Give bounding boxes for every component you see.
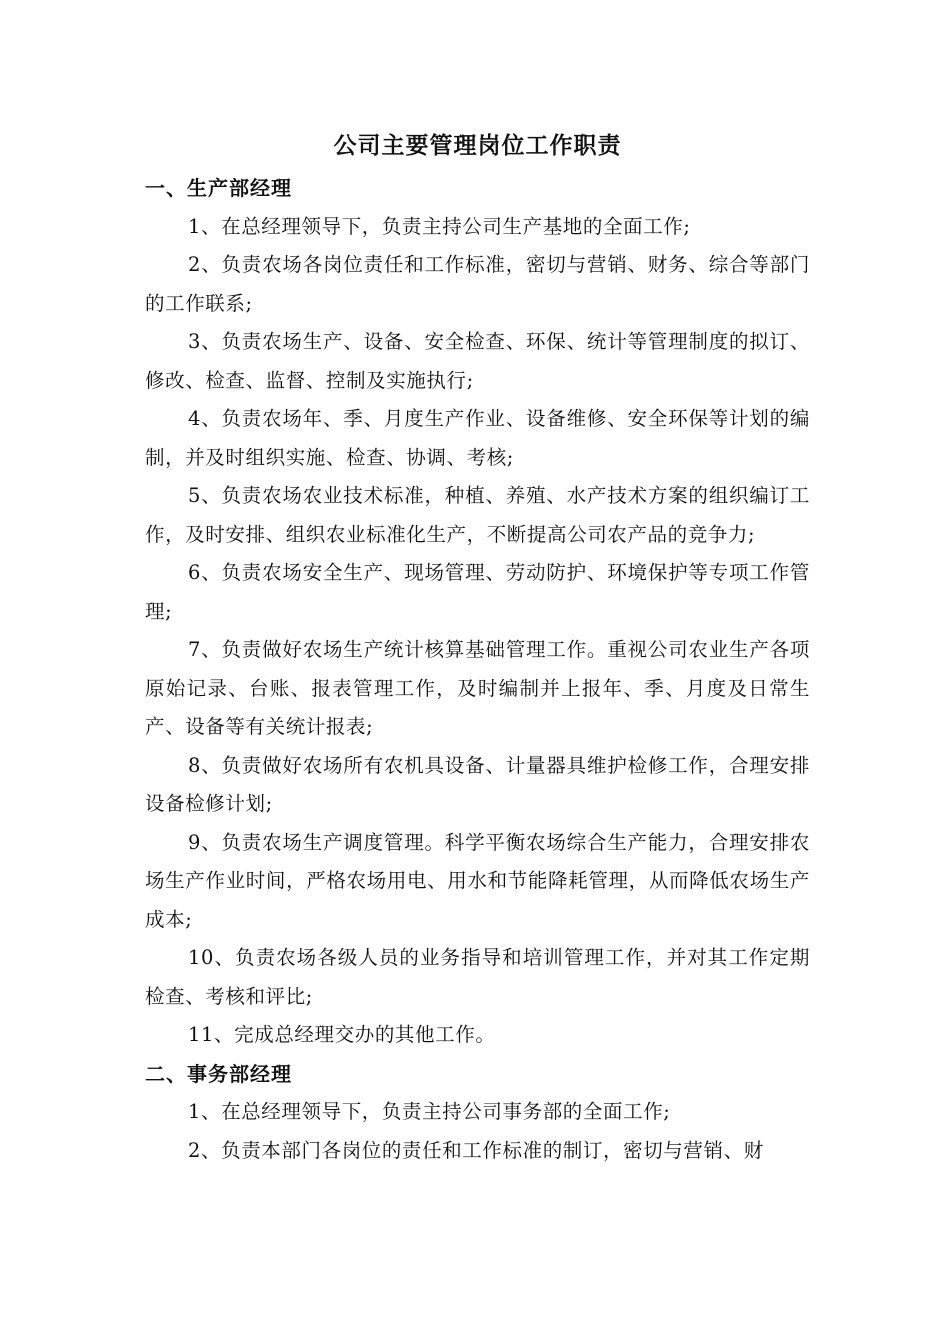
- duty-item: 2、负责农场各岗位责任和工作标准，密切与营销、财务、综合等部门的工作联系;: [145, 253, 810, 315]
- duty-item: 8、负责做好农场所有农机具设备、计量器具维护检修工作，合理安排设备检修计划;: [145, 753, 810, 815]
- duty-item: 2、负责本部门各岗位的责任和工作标准的制订，密切与营销、财: [188, 1138, 764, 1162]
- duty-item: 9、负责农场生产调度管理。科学平衡农场综合生产能力，合理安排农场生产作业时间，严格农场用电、用水和节能降耗管理，从而降低农场生产成本;: [145, 830, 810, 931]
- duty-item: 11、完成总经理交办的其他工作。: [188, 1023, 496, 1046]
- duty-item: 7、负责做好农场生产统计核算基础管理工作。重视公司农业生产各项原始记录、台账、报表管理工作，及时编制并上报年、季、月度及日常生产、设备等有关统计报表;: [145, 638, 810, 738]
- document-title: 公司主要管理岗位工作职责: [333, 132, 622, 159]
- duty-item: 1、在总经理领导下，负责主持公司生产基地的全面工作;: [188, 214, 691, 238]
- duty-item: 5、负责农场农业技术标准，种植、养殖、水产技术方案的组织编订工作，及时安排、组织农业标准化生产，不断提高公司农产品的竞争力;: [145, 484, 810, 546]
- duty-item: 10、负责农场各级人员的业务指导和培训管理工作，并对其工作定期检查、考核和评比;: [145, 946, 810, 1008]
- section-heading-affairs-manager: 二、事务部经理: [145, 1061, 292, 1086]
- document-body: [145, 126, 810, 1170]
- section-heading-production-manager: 一、生产部经理: [145, 176, 292, 200]
- duty-item: 6、负责农场安全生产、现场管理、劳动防护、环境保护等专项工作管理;: [145, 561, 810, 623]
- duty-item: 4、负责农场年、季、月度生产作业、设备维修、安全环保等计划的编制，并及时组织实施、检查、协调、考核;: [145, 407, 810, 469]
- duty-item: 1、在总经理领导下，负责主持公司事务部的全面工作;: [188, 1100, 671, 1123]
- duty-item: 3、负责农场生产、设备、安全检查、环保、统计等管理制度的拟订、修改、检查、监督、控制及实施执行;: [145, 330, 810, 392]
